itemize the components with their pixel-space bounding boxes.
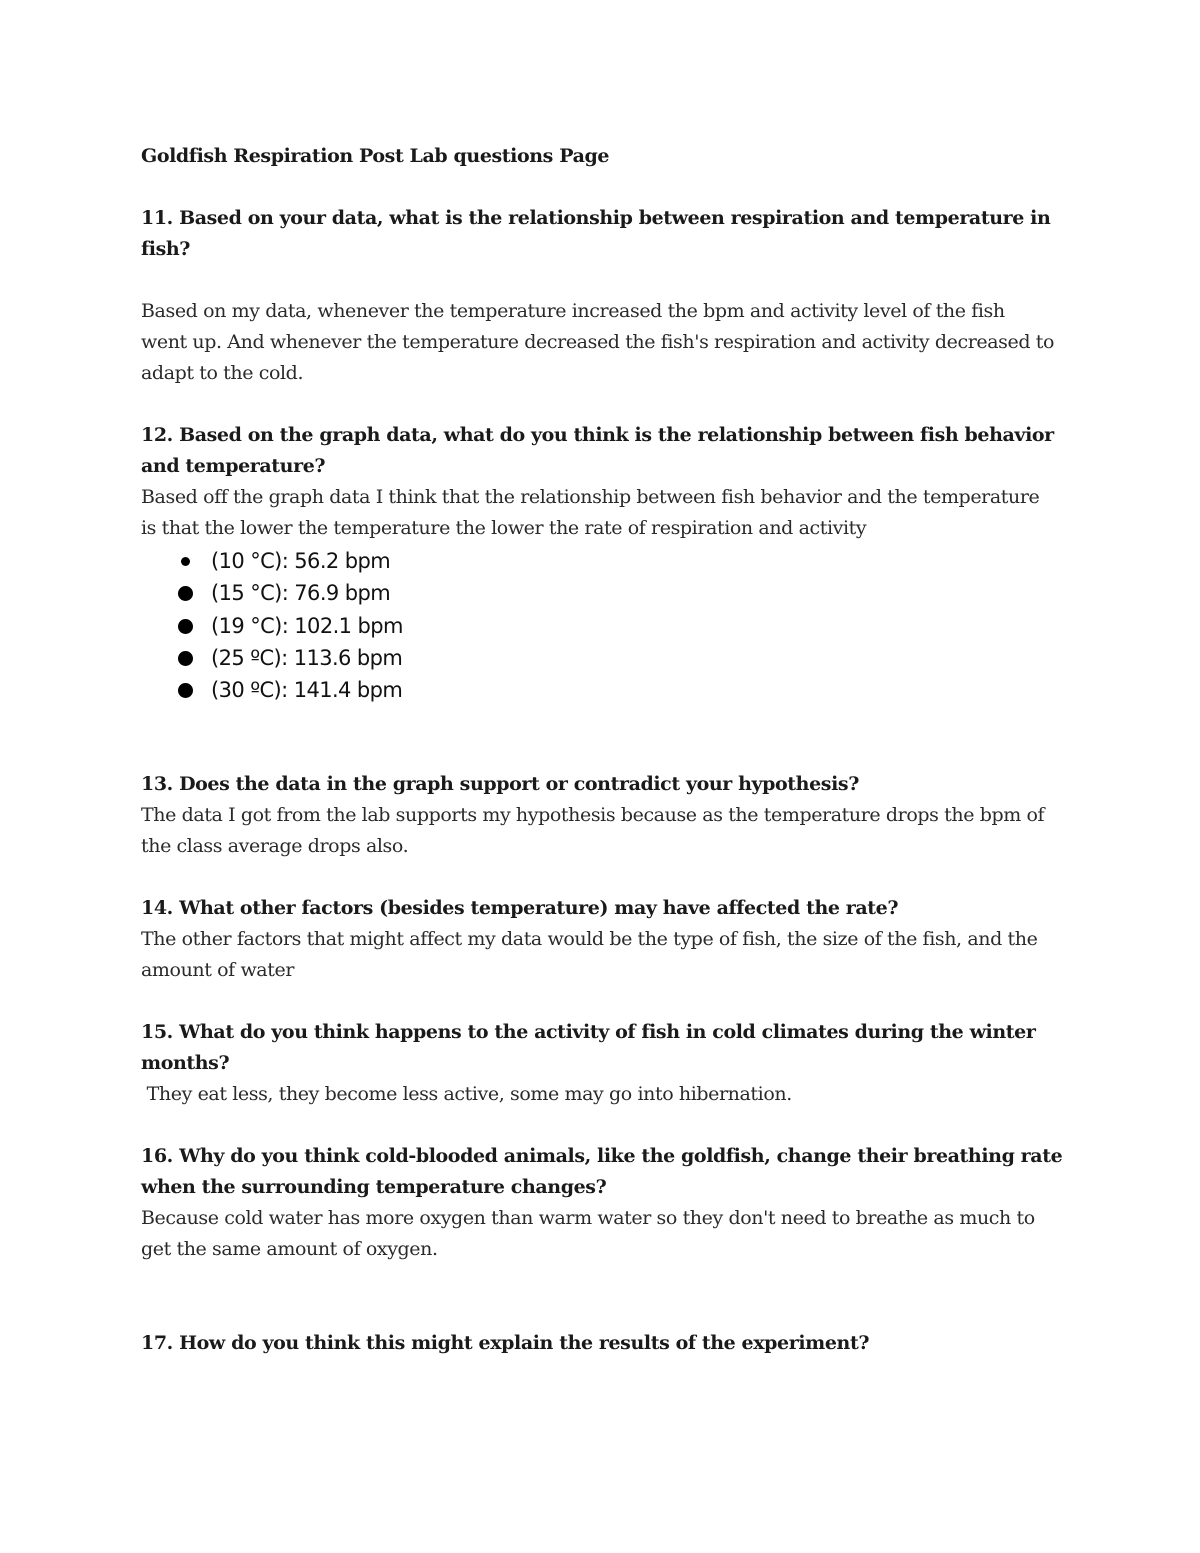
answer-11-line-2: went up. And whenever the temperature decreased the fish's respiration and activity decreased to bbox=[141, 331, 1055, 353]
answer-14-line-1: The other factors that might affect my data would be the type of fish, the size of the fish, and the bbox=[141, 928, 1038, 950]
question-15-line-1: 15. What do you think happens to the activity of fish in cold climates during the winter bbox=[141, 1021, 1036, 1043]
question-15-line-2: months? bbox=[141, 1052, 230, 1074]
answer-16-line-1: Because cold water has more oxygen than warm water so they don't need to breathe as much to bbox=[141, 1207, 1035, 1229]
answer-12-line-1: Based off the graph data I think that the relationship between fish behavior and the temperature bbox=[141, 486, 1040, 508]
list-item bbox=[178, 674, 402, 706]
list-item-text: (30 ºC): 141.4 bpm bbox=[211, 678, 403, 702]
answer-14-line-2: amount of water bbox=[141, 959, 294, 981]
bullet-icon bbox=[178, 651, 193, 666]
bullet-icon bbox=[178, 586, 193, 601]
answer-13-line-2: the class average drops also. bbox=[141, 835, 409, 857]
list-item-text: (15 °C): 76.9 bpm bbox=[211, 581, 391, 605]
list-item-text: (25 ºC): 113.6 bpm bbox=[211, 646, 403, 670]
question-11-line-2: fish? bbox=[141, 238, 191, 260]
list-item-text: (19 °C): 102.1 bpm bbox=[211, 614, 403, 638]
answer-11-line-3: adapt to the cold. bbox=[141, 362, 304, 384]
list-item-text: (10 °C): 56.2 bpm bbox=[211, 549, 391, 573]
bullet-icon bbox=[181, 557, 190, 566]
answer-11-line-1: Based on my data, whenever the temperature increased the bpm and activity level of the fish bbox=[141, 300, 1005, 322]
question-13: 13. Does the data in the graph support or contradict your hypothesis? bbox=[141, 773, 859, 795]
question-11-line-1: 11. Based on your data, what is the relationship between respiration and temperature in bbox=[141, 207, 1051, 229]
list-item bbox=[178, 577, 390, 609]
answer-15: They eat less, they become less active, some may go into hibernation. bbox=[141, 1083, 792, 1105]
question-16-line-1: 16. Why do you think cold-blooded animals, like the goldfish, change their breathing rate bbox=[141, 1145, 1063, 1167]
list-item bbox=[178, 642, 402, 674]
answer-13-line-1: The data I got from the lab supports my hypothesis because as the temperature drops the bpm of bbox=[141, 804, 1045, 826]
question-16-line-2: when the surrounding temperature changes? bbox=[141, 1176, 607, 1198]
question-12-line-2: and temperature? bbox=[141, 455, 326, 477]
list-item bbox=[178, 610, 403, 642]
bullet-icon bbox=[178, 619, 193, 634]
answer-16-line-2: get the same amount of oxygen. bbox=[141, 1238, 438, 1260]
list-item bbox=[178, 545, 390, 577]
answer-12-line-2: is that the lower the temperature the lower the rate of respiration and activity bbox=[141, 517, 867, 539]
bullet-icon bbox=[178, 683, 193, 698]
question-17: 17. How do you think this might explain the results of the experiment? bbox=[141, 1332, 870, 1354]
question-14: 14. What other factors (besides temperature) may have affected the rate? bbox=[141, 897, 899, 919]
page-title: Goldfish Respiration Post Lab questions Page bbox=[141, 145, 610, 167]
question-12-line-1: 12. Based on the graph data, what do you think is the relationship between fish behavior bbox=[141, 424, 1054, 446]
